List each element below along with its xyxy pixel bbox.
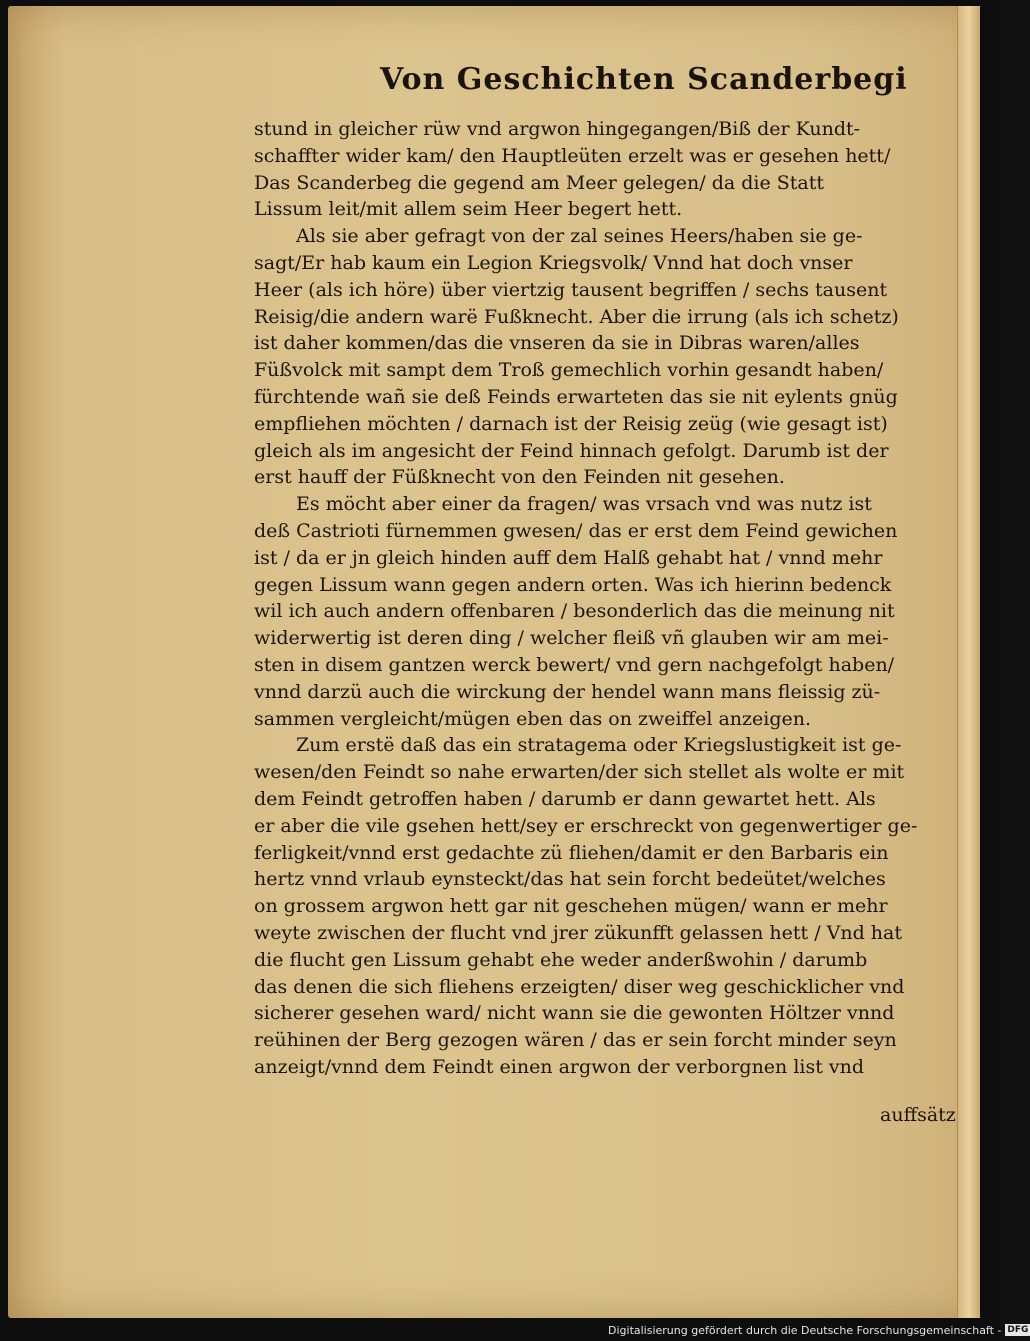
digitization-credit <box>608 1322 1029 1338</box>
text-line: sicherer gesehen ward/ nicht wann sie die gewonten Höltzer vnnd <box>254 1002 895 1025</box>
dfg-logo: DFG <box>1007 1325 1029 1335</box>
text-line: das denen die sich fliehens erzeigten/ diser weg geschicklicher vnd <box>254 975 905 998</box>
text-line: widerwertig ist deren ding / welcher fleiß vñ glauben wir am mei- <box>254 627 889 650</box>
text-line: die flucht gen Lissum gehabt ehe weder anderßwohin / darumb <box>254 948 868 971</box>
credit-text: Digitalisierung gefördert durch die Deutsche Forschungsgemeinschaft - <box>608 1323 1002 1337</box>
text-line: Reisig/die andern warë Fußknecht. Aber die irrung (als ich schetz) <box>254 305 899 328</box>
text-line: deß Castrioti fürnemmen gwesen/ das er erst dem Feind gewichen <box>254 519 898 542</box>
text-line: ferligkeit/vnnd erst gedachte zü fliehen/damit er den Barbaris ein <box>254 841 889 864</box>
text-line: stund in gleicher rüw vnd argwon hingegangen/Biß der Kundt- <box>254 118 861 140</box>
text-line: gleich als im angesicht der Feind hinnach gefolgt. Darumb ist der <box>254 439 889 462</box>
text-line: sten in disem gantzen werck bewert/ vnd gern nachgefolgt haben/ <box>254 653 895 676</box>
text-line: empfliehen möchten / darnach ist der Reisig zeüg (wie gesagt ist) <box>254 412 888 435</box>
text-line: gegen Lissum wann gegen andern orten. Was ich hierinn bedenck <box>254 573 892 596</box>
running-head: Von Geschichten Scanderbegi <box>380 62 908 97</box>
text-line: reühinen der Berg gezogen wären / das er sein forcht minder seyn <box>254 1029 897 1052</box>
text-line: weyte zwischen der flucht vnd jrer zükunfft gelassen hett / Vnd hat <box>254 921 902 944</box>
text-line: vnnd darzü auch die wirckung der hendel wann mans fleissig zü- <box>254 680 881 703</box>
text-line: Das Scanderbeg die gegend am Meer gelegen/ da die Statt <box>254 171 825 194</box>
paragraph-start: Zum erstë daß das ein stratagema oder Kriegslustigkeit ist ge- <box>296 734 902 757</box>
text-line: ist daher kommen/das die vnseren da sie in Dibras waren/alles <box>254 332 860 355</box>
paragraph-start: Als sie aber gefragt von der zal seines Heers/haben sie ge- <box>296 225 863 248</box>
text-line: fürchtende wañ sie deß Feinds erwarteten das sie nit eylents gnüg <box>254 385 898 408</box>
text-line: on grossem argwon hett gar nit geschehen mügen/ wann er mehr <box>254 895 888 918</box>
text-line: er aber die vile gsehen hett/sey er erschreckt von gegenwertiger ge- <box>254 814 918 837</box>
text-line: hertz vnnd vrlaub eynsteckt/das hat sein forcht bedeütet/welches <box>254 868 886 891</box>
catchword: auffsätz <box>880 1104 956 1126</box>
text-line: wesen/den Feindt so nahe erwarten/der sich stellet als wolte er mit <box>254 761 905 784</box>
text-line: Füßvolck mit sampt dem Troß gemechlich vorhin gesandt haben/ <box>254 359 884 382</box>
text-line: schaffter wider kam/ den Hauptleüten erzelt was er gesehen hett/ <box>254 144 891 167</box>
text-line: ist / da er jn gleich hinden auff dem Halß gehabt hat / vnnd mehr <box>254 546 883 569</box>
text-line: dem Feindt getroffen haben / darumb er dann gewartet hett. Als <box>254 787 876 810</box>
text-line: sagt/Er hab kaum ein Legion Kriegsvolk/ Vnnd hat doch vnser <box>254 251 853 274</box>
text-line: anzeigt/vnnd dem Feindt einen argwon der verborgnen list vnd <box>254 1055 865 1078</box>
text-line: erst hauff der Füßknecht von den Feinden nit gesehen. <box>254 466 785 489</box>
text-line: Heer (als ich höre) über viertzig tausent begriffen / sechs tausent <box>254 278 888 301</box>
paragraph-start: Es möcht aber einer da fragen/ was vrsach vnd was nutz ist <box>296 493 872 516</box>
text-line: sammen vergleicht/mügen eben das on zweiffel anzeigen. <box>254 707 812 730</box>
text-line: wil ich auch andern offenbaren / besonderlich das die meinung nit <box>254 600 895 623</box>
text-line: Lissum leit/mit allem seim Heer begert hett. <box>254 198 683 221</box>
body-text <box>254 116 974 1081</box>
